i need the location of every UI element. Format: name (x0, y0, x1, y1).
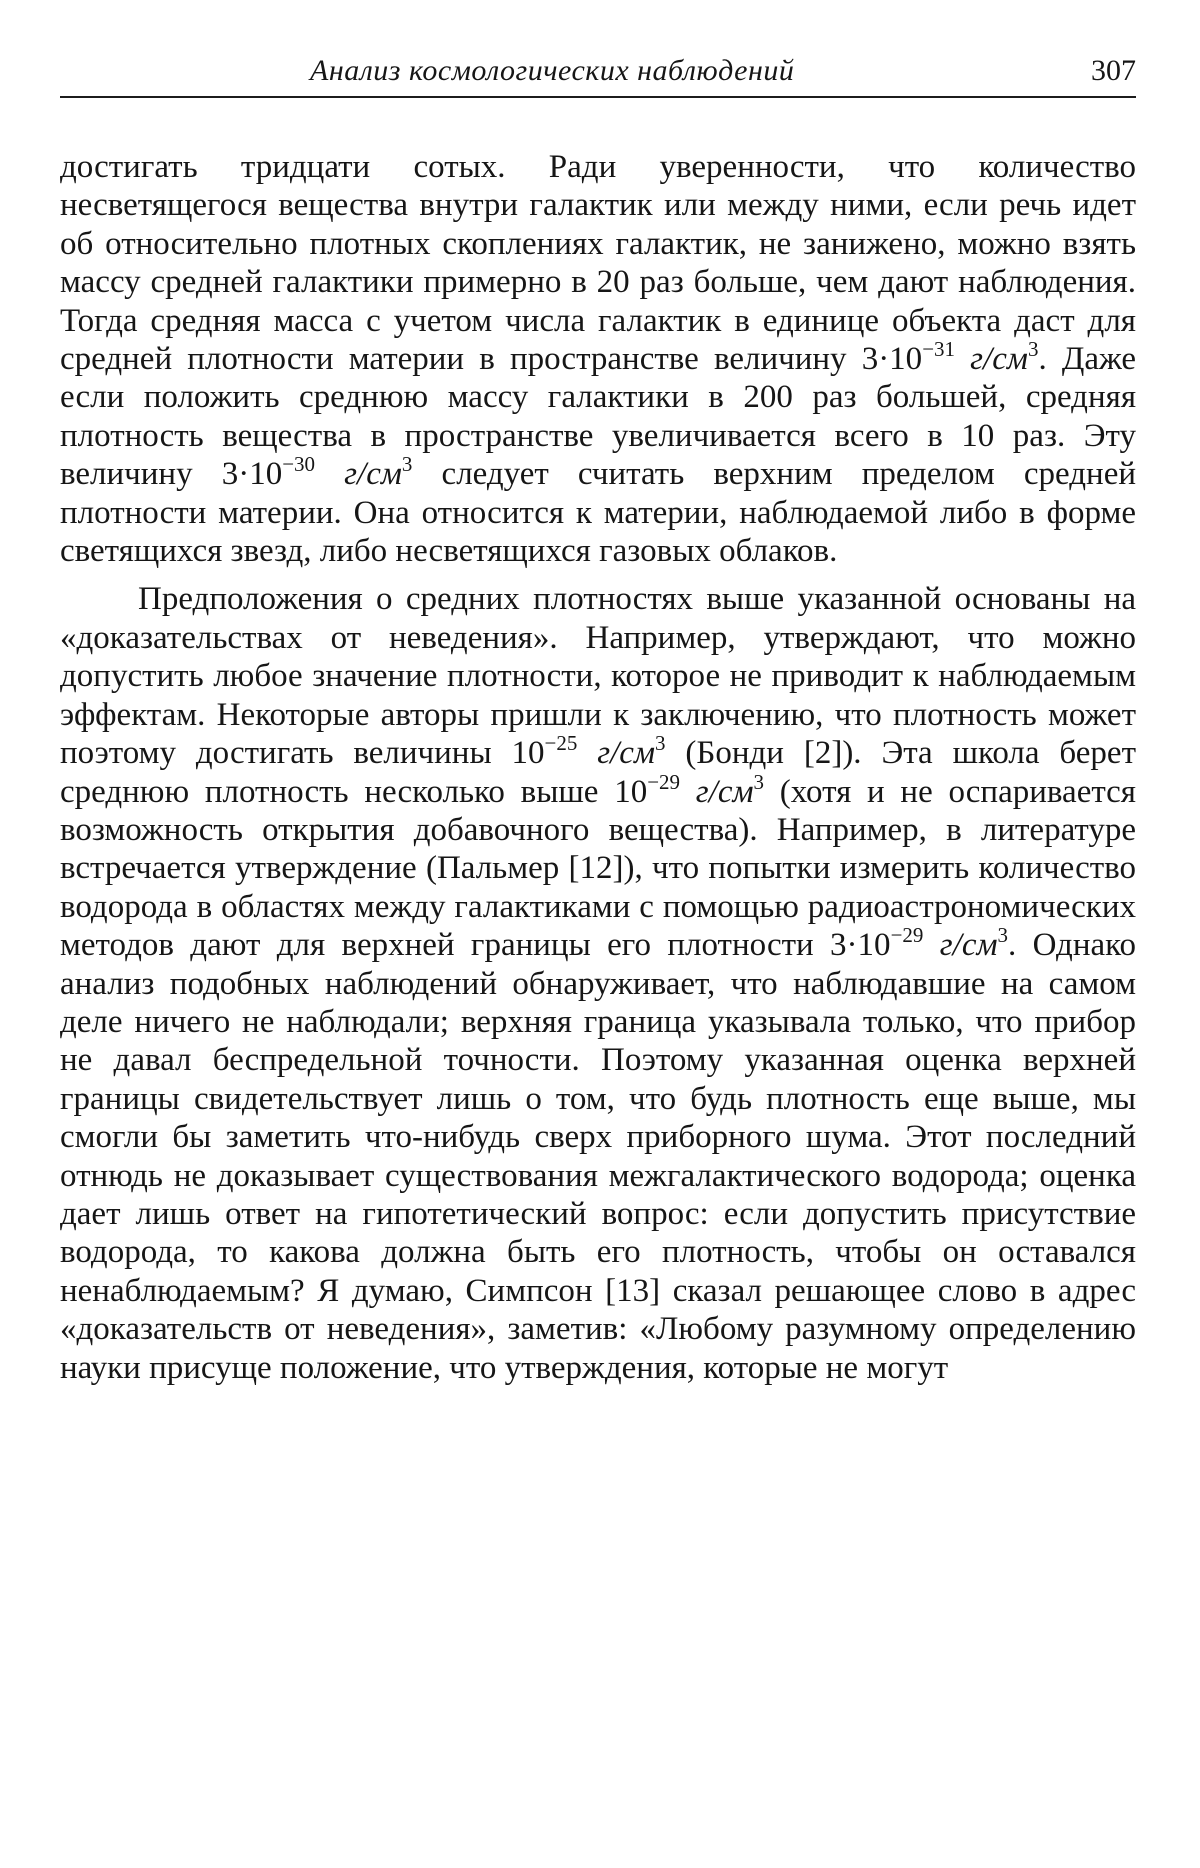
unit-power: 3 (401, 452, 413, 477)
paragraph-2-text-4: . Однако анализ подобных наблюдений обнаруживает, что наблюдавшие на самом деле ничего не наблюдали; верхняя граница указывала только, что прибор не давал беспредельной точности. Поэтому указанная оценка верхней границы свидетельствует лишь о том, что будь плотность еще выше, мы смогли бы заметить что-нибудь сверх приборного шума. Этот последний отнюдь не доказывает существования межгалактического водорода; оценка дает лишь ответ на гипотетический вопрос: если допустить присутствие водорода, то какова должна быть его плотность, чтобы он оставался ненаблюдаемым? Я думаю, Симпсон [13] сказал решающее слово в адрес «доказательств от неведения», заметив: «Любому разумному определению науки присуще положение, что утверждения, которые не могут (60, 927, 1137, 1386)
paragraph-1-text-2: . Даже если положить среднюю массу галактики в 200 раз большей, средняя плотность вещества в пространстве увеличивается всего в 10 раз. Эту величину 3·10 (60, 341, 1137, 493)
book-page (60, 50, 1136, 1387)
paragraph-1-text-1: достигать тридцати сотых. Ради уверенности, что количество несветящегося вещества внутри галактик или между ними, если речь идет об относительно плотных скоплениях галактик, не занижено, можно взять массу средней галактики примерно в 20 раз больше, чем дают наблюдения. Тогда средняя масса с учетом числа галактик в единице объекта даст для средней плотности материи в пространстве величину 3·10 (60, 149, 1136, 378)
density-unit: г/см (955, 341, 1028, 378)
paragraph-2-text-2: (Бонди [2]). Эта школа берет среднюю плотность несколько выше 10 (60, 735, 1137, 810)
body-text (60, 148, 1136, 1387)
running-header (60, 50, 1136, 98)
paragraph-2 (60, 580, 1136, 1387)
paragraph-1-text-3: следует считать верхним пределом средней плотности материи. Она относится к материи, наблюдаемой либо в форме светящихся звезд, либо несветящихся газовых облаков. (60, 456, 1137, 570)
density-unit: г/см (577, 735, 656, 772)
density-unit: г/см (315, 456, 402, 493)
density-exponent: −25 (544, 731, 578, 756)
unit-power: 3 (997, 923, 1009, 948)
unit-power: 3 (1027, 337, 1039, 362)
density-unit: г/см (923, 927, 998, 964)
density-exponent: −29 (647, 769, 681, 794)
paragraph-2-text-1: Предположения о средних плотностях выше указанной основаны на «доказательствах от неведения». Например, утверждают, что можно допустить любое значение плотности, которое не приводит к наблюдаемым эффектам. Некоторые авторы пришли к заключению, что плотность может поэтому достигать величины 10 (60, 581, 1136, 772)
unit-power: 3 (753, 769, 765, 794)
paragraph-1 (60, 148, 1136, 570)
density-exponent: −30 (282, 452, 316, 477)
running-title: Анализ космологических наблюдений (310, 54, 795, 87)
density-unit: г/см (680, 773, 754, 810)
density-exponent: −31 (922, 337, 956, 362)
paragraph-2-text-3: (хотя и не оспаривается возможность открытия добавочного вещества). Например, в литературе встречается утверждение (Пальмер [12]), что попытки измерить количество водорода в областях между галактиками с помощью радиоастрономических методов дают для верхней границы его плотности 3·10 (60, 773, 1136, 964)
unit-power: 3 (655, 731, 666, 756)
page-number: 307 (1091, 54, 1136, 87)
density-exponent: −29 (890, 923, 924, 948)
